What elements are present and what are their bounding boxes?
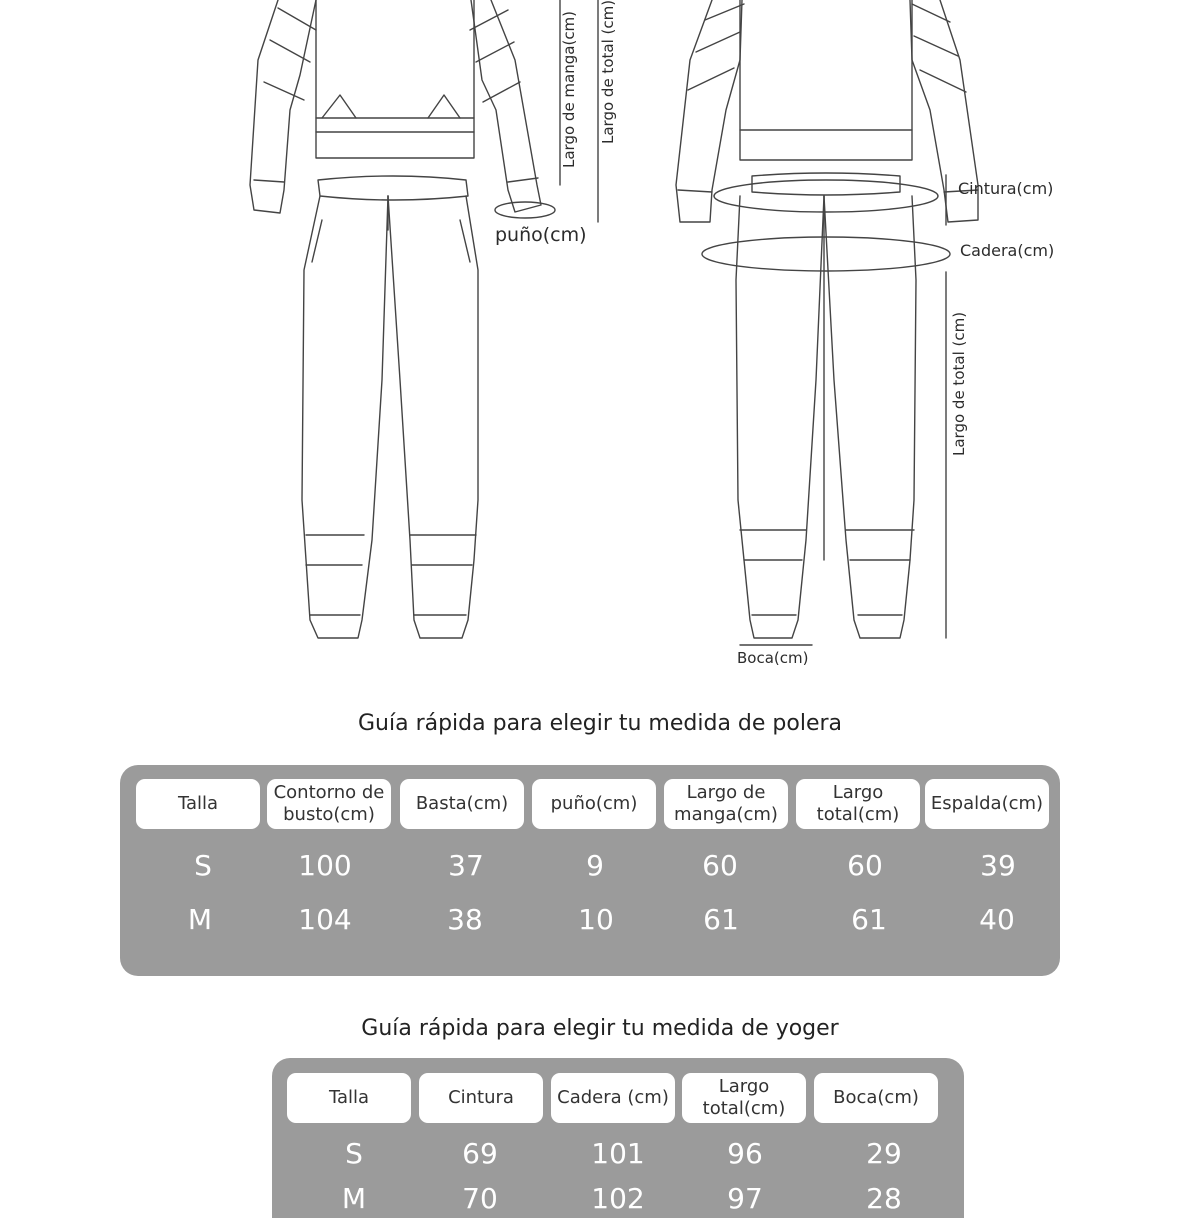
cell-hip: 101	[591, 1137, 645, 1170]
header-talla: Talla	[287, 1073, 411, 1123]
header-bust: Contorno de busto(cm)	[267, 779, 391, 829]
cell-hem-width: 38	[447, 903, 483, 936]
cell-total-length: 61	[851, 903, 887, 936]
label-hem: Boca(cm)	[737, 649, 809, 667]
cell-size: S	[194, 849, 212, 882]
cell-back-width: 39	[980, 849, 1016, 882]
label-hip: Cadera(cm)	[960, 241, 1055, 260]
cell-total-length: 97	[727, 1182, 763, 1215]
front-sweatshirt	[250, 0, 541, 213]
back-sweatshirt	[676, 0, 978, 222]
cell-sleeve-length: 60	[702, 849, 738, 882]
cell-cuff: 9	[586, 849, 604, 882]
header-talla: Talla	[136, 779, 260, 829]
header-back-width: Espalda(cm)	[925, 779, 1049, 829]
cell-size: M	[341, 1182, 367, 1215]
header-total-length: Largo total(cm)	[682, 1073, 806, 1123]
label-back-total-length: Largo de total (cm)	[950, 311, 968, 456]
yoger-guide-title: Guía rápida para elegir tu medida de yoger	[361, 1016, 839, 1041]
cell-size: S	[345, 1137, 363, 1170]
back-joggers	[736, 173, 916, 638]
header-sleeve-length: Largo de manga(cm)	[664, 779, 788, 829]
cell-bust: 100	[298, 849, 352, 882]
header-hem-width: Basta(cm)	[400, 779, 524, 829]
polera-guide-title: Guía rápida para elegir tu medida de polera	[357, 711, 843, 736]
cell-cuff: 10	[578, 903, 614, 936]
cell-size: M	[187, 903, 213, 936]
polera-size-table	[120, 765, 1060, 976]
header-total-length: Largo total(cm)	[796, 779, 920, 829]
cell-total-length: 96	[727, 1137, 763, 1170]
label-sleeve-length: Largo de manga(cm)	[560, 10, 578, 168]
cell-waist: 70	[462, 1182, 498, 1215]
cell-sleeve-length: 61	[703, 903, 739, 936]
label-front-total-length: Largo de total (cm)	[599, 0, 617, 144]
header-waist: Cintura	[419, 1073, 543, 1123]
label-cuff: puño(cm)	[495, 224, 587, 246]
header-hip: Cadera (cm)	[551, 1073, 675, 1123]
cell-waist: 69	[462, 1137, 498, 1170]
cell-hem: 28	[866, 1182, 902, 1215]
label-waist: Cintura(cm)	[958, 179, 1054, 198]
cell-bust: 104	[298, 903, 352, 936]
cell-hem-width: 37	[448, 849, 484, 882]
cell-hem: 29	[866, 1137, 902, 1170]
cell-hip: 102	[591, 1182, 645, 1215]
cell-back-width: 40	[979, 903, 1015, 936]
cell-total-length: 60	[847, 849, 883, 882]
header-cuff: puño(cm)	[532, 779, 656, 829]
front-joggers	[302, 176, 478, 638]
header-hem: Boca(cm)	[814, 1073, 938, 1123]
yoger-size-table	[272, 1058, 964, 1218]
